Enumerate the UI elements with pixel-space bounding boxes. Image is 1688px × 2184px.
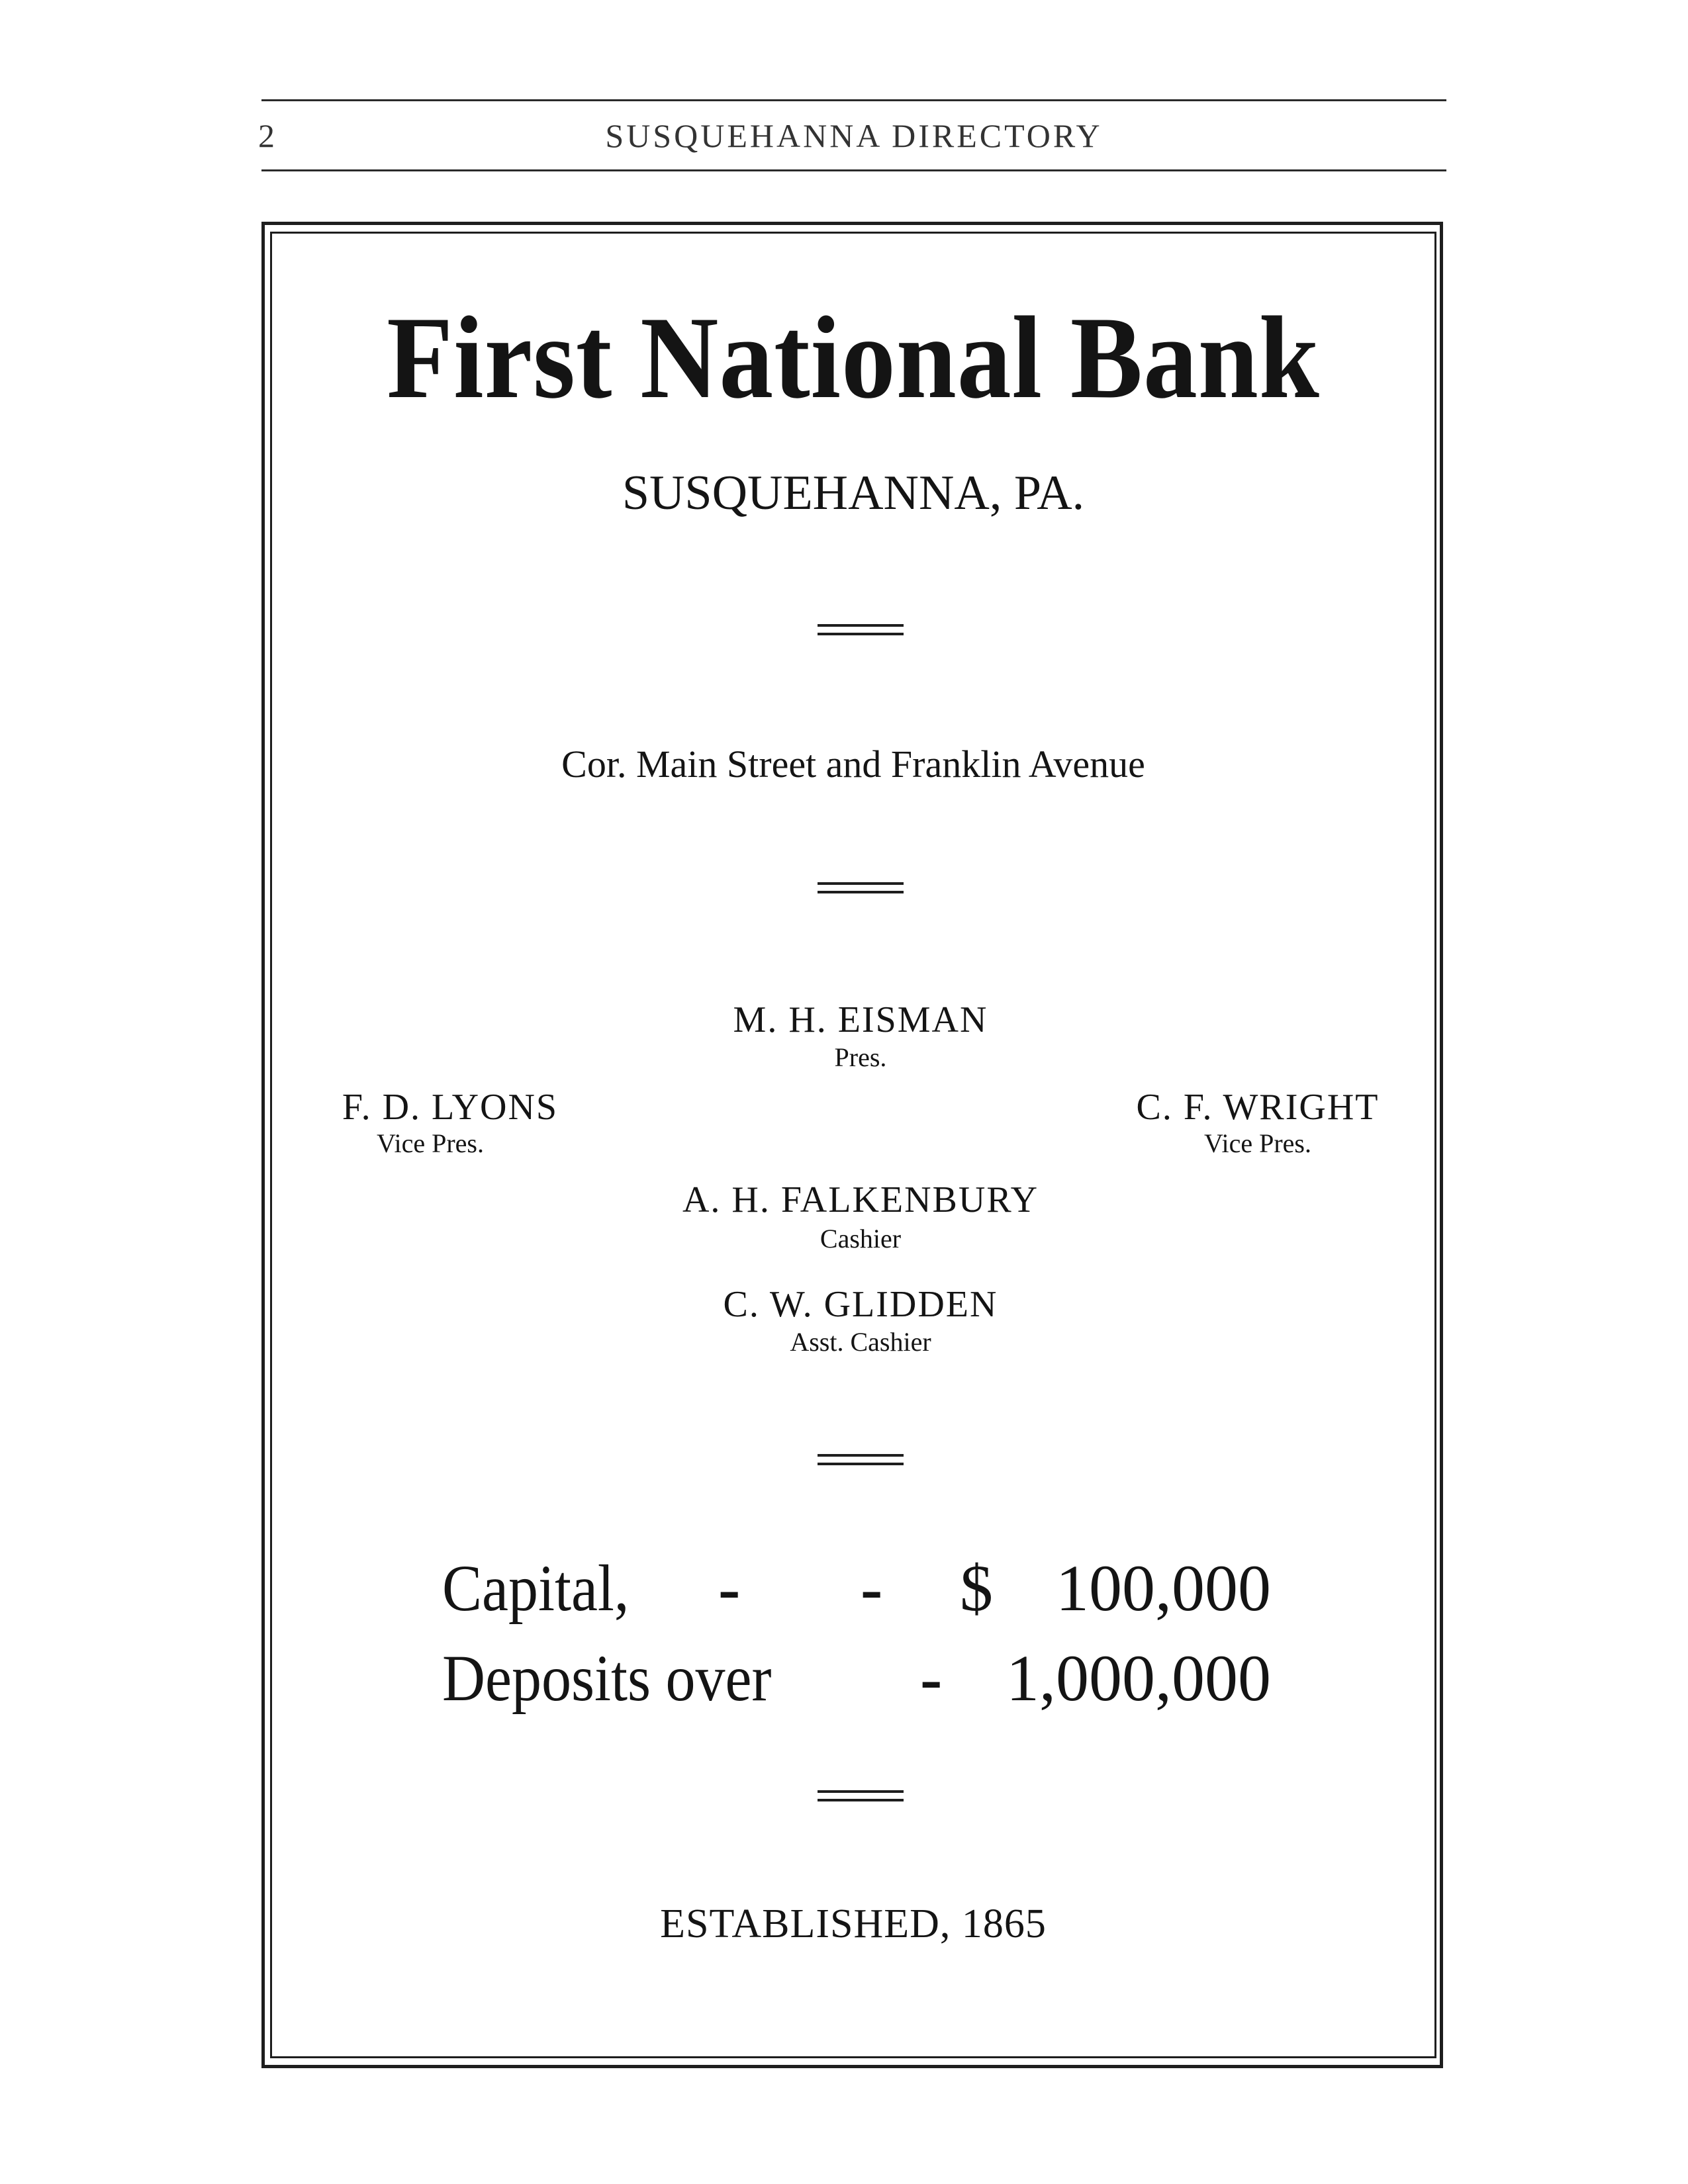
divider-3 [818, 1454, 904, 1466]
bank-address: Cor. Main Street and Franklin Avenue [561, 743, 1145, 786]
header-bottom-rule [261, 169, 1446, 171]
vice-president-left-title: Vice Pres. [377, 1128, 484, 1158]
vice-president-right-title: Vice Pres. [1204, 1128, 1311, 1158]
divider-2 [818, 882, 904, 894]
vice-president-right-name: C. F. WRIGHT [1136, 1087, 1380, 1128]
header-top-rule [261, 99, 1446, 101]
deposits-label: Deposits over [442, 1641, 772, 1715]
deposits-dash: - [920, 1641, 943, 1715]
assistant-cashier-title: Asst. Cashier [790, 1327, 931, 1357]
capital-label: Capital, [442, 1551, 630, 1625]
bank-name: First National Bank [387, 292, 1320, 423]
capital-currency: $ [960, 1551, 993, 1625]
cashier-title: Cashier [820, 1224, 902, 1253]
vice-president-left-name: F. D. LYONS [342, 1087, 559, 1128]
established-year: ESTABLISHED, 1865 [660, 1901, 1047, 1946]
capital-dash-1: - [718, 1551, 741, 1625]
capital-amount: 100,000 [1056, 1551, 1271, 1625]
president-name: M. H. EISMAN [733, 999, 988, 1040]
deposits-amount: 1,000,000 [1006, 1641, 1271, 1715]
cashier-name: A. H. FALKENBURY [682, 1179, 1039, 1220]
divider-4 [818, 1790, 904, 1802]
running-title: SUSQUEHANNA DIRECTORY [605, 117, 1103, 154]
capital-dash-2: - [861, 1551, 883, 1625]
divider-1 [818, 624, 904, 636]
assistant-cashier-name: C. W. GLIDDEN [723, 1284, 998, 1325]
page-number: 2 [258, 117, 275, 154]
president-title: Pres. [834, 1042, 887, 1072]
bank-location: SUSQUEHANNA, PA. [622, 466, 1085, 520]
